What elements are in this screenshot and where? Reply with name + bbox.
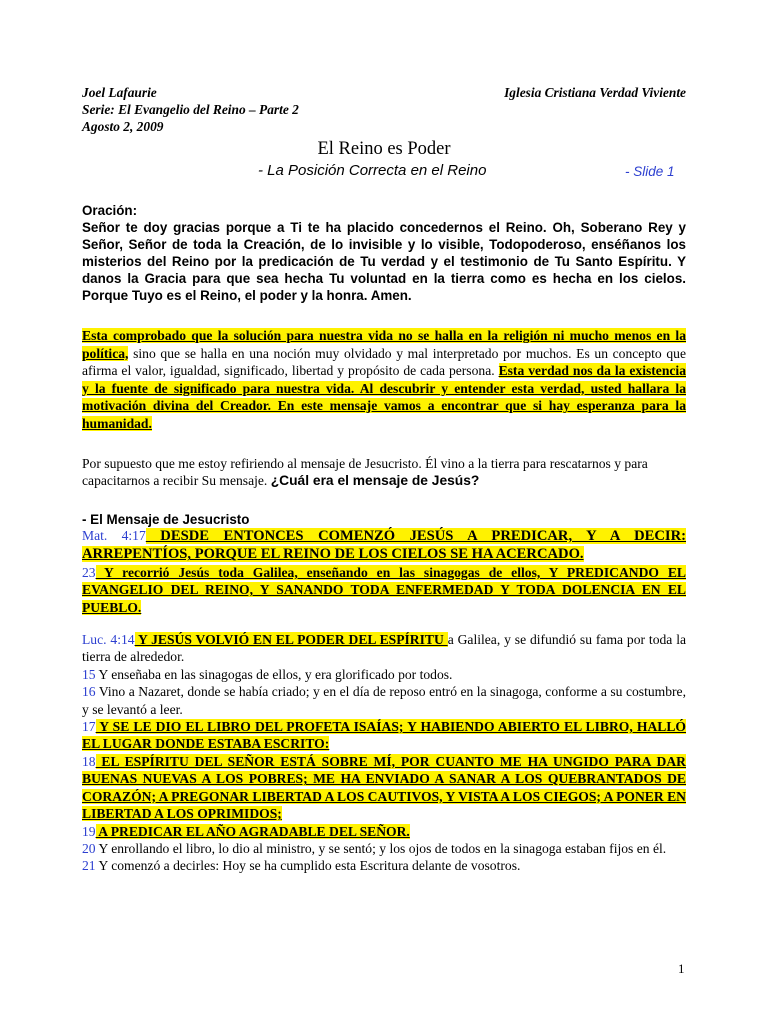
intro-highlight-1: Esta comprobado que la solución para nuestra vida no se halla en la religión ni mucho menos en la política, — [82, 328, 686, 361]
verse-20 — [82, 840, 686, 857]
verse-text: a Galilea, y se difundió su fama por toda la tierra de alrededor. — [82, 632, 686, 665]
verse-highlight: Y recorrió Jesús toda Galilea, enseñando en las sinagogas de ellos, Y PREDICANDO EL EVANGELIO DEL REINO, Y SANANDO TODA ENFERMEDAD Y TODA DOLENCIA EN EL PUEBLO. — [82, 564, 686, 615]
verse-ref: 15 — [82, 666, 96, 682]
verse-highlight: Y JESÚS VOLVIÓ EN EL PODER DEL ESPÍRITU — [134, 632, 448, 648]
verse-highlight: Y SE LE DIO EL LIBRO DEL PROFETA ISAÍAS; Y HABIENDO ABIERTO EL LIBRO, HALLÓ EL LUGAR DONDE ESTABA ESCRITO: — [82, 719, 686, 752]
section-title: - El Mensaje de Jesucristo — [82, 512, 250, 527]
document-title: El Reino es Poder — [317, 139, 451, 159]
verse-23 — [82, 564, 686, 616]
document-subtitle: - La Posición Correcta en el Reino — [258, 162, 487, 179]
verse-ref: 17 — [82, 719, 96, 735]
verse-ref: Mat. 4:17 — [82, 528, 146, 543]
verse-text: Vino a Nazaret, donde se había criado; y en el día de reposo entró en la sinagoga, conforme a su costumbre, y se levantó a leer. — [82, 684, 686, 717]
verse-ref: Luc. 4:14 — [82, 632, 135, 648]
scripture-verses — [82, 527, 686, 875]
intro-plain-text: sino que se halla en una noción muy olvidado y mal interpretado por muchos. Es un concepto que afirma el valor, igualdad, significado, libertad y propósito de cada persona. — [82, 345, 686, 378]
verse-16 — [82, 683, 686, 718]
page-number: 1 — [678, 961, 685, 976]
verse-ref: 20 — [82, 840, 96, 856]
series-name: Serie: El Evangelio del Reino – Parte 2 — [82, 102, 299, 117]
verse-highlight: DESDE ENTONCES COMENZÓ JESÚS A PREDICAR, Y A DECIR: ARREPENTÍOS, PORQUE EL REINO DE LOS CIELOS SE HA ACERCADO. — [82, 528, 686, 563]
verse-ref: 23 — [82, 564, 96, 580]
message-paragraph — [82, 455, 686, 489]
verse-text: Y enrollando el libro, lo dio al ministro, y se sentó; y los ojos de todos en la sinagoga estaban fijos en él. — [95, 840, 667, 856]
verse-17 — [82, 718, 686, 753]
verse-luc-4-14 — [82, 631, 686, 666]
verse-text: Y comenzó a decirles: Hoy se ha cumplido esta Escritura delante de vosotros. — [95, 858, 521, 874]
prayer-label: Oración: — [82, 203, 138, 218]
verse-15 — [82, 666, 686, 683]
verse-19 — [82, 823, 686, 840]
church-name: Iglesia Cristiana Verdad Viviente — [504, 85, 686, 100]
slide-label: - Slide 1 — [625, 164, 675, 179]
verse-highlight: A PREDICAR EL AÑO AGRADABLE DEL SEÑOR. — [95, 823, 410, 839]
verse-ref: 21 — [82, 858, 96, 874]
verse-ref: 16 — [82, 684, 96, 700]
verse-highlight: EL ESPÍRITU DEL SEÑOR ESTÁ SOBRE MÍ, POR CUANTO ME HA UNGIDO PARA DAR BUENAS NUEVAS A LOS POBRES; ME HA ENVIADO A SANAR A LOS QUEBRANTADOS DE CORAZÓN; A PREGONAR LIBERTAD A LOS CAUTIVOS, Y VISTA A LOS CIEGOS; A PONER EN LIBERTAD A LOS OPRIMIDOS; — [82, 753, 686, 822]
message-text: Por supuesto que me estoy refiriendo al mensaje de Jesucristo. Él vino a la tierra para rescatarnos y para capacitarnos a recibir Su mensaje. — [82, 456, 648, 488]
verse-ref: 19 — [82, 823, 96, 839]
verse-21 — [82, 857, 686, 874]
message-question: ¿Cuál era el mensaje de Jesús? — [270, 473, 480, 488]
verse-ref: 18 — [82, 753, 96, 769]
verse-mat-4-17 — [82, 527, 686, 564]
intro-paragraph — [82, 327, 686, 432]
verse-text: Y enseñaba en las sinagogas de ellos, y era glorificado por todos. — [95, 666, 453, 682]
intro-highlight-2: Esta verdad nos da la existencia y la fuente de significado para nuestra vida. Al descubrir y entender esta verdad, usted hallara la motivación divina del Creador. En este mensaje vamos a encontrar que si hay esperanza para la humanidad. — [82, 363, 686, 431]
header-left — [82, 84, 382, 135]
author-name: Joel Lafaurie — [82, 85, 157, 100]
prayer-section — [82, 202, 686, 304]
document-date: Agosto 2, 2009 — [82, 119, 164, 134]
prayer-text: Señor te doy gracias porque a Ti te ha placido concedernos el Reino. Oh, Soberano Rey y Señor, Señor de toda la Creación, de lo invisible y lo visible, Todopoderoso, enséñanos los misterios del Reino por la predicación de Tu verdad y el testimonio de Tu Santo Espíritu. Y danos la Gracia para que sea hecha Tu voluntad en la tierra como es hecha en los cielos. Porque Tuyo es el Reino, el poder y la honra. Amen. — [82, 220, 686, 303]
verse-18 — [82, 753, 686, 823]
